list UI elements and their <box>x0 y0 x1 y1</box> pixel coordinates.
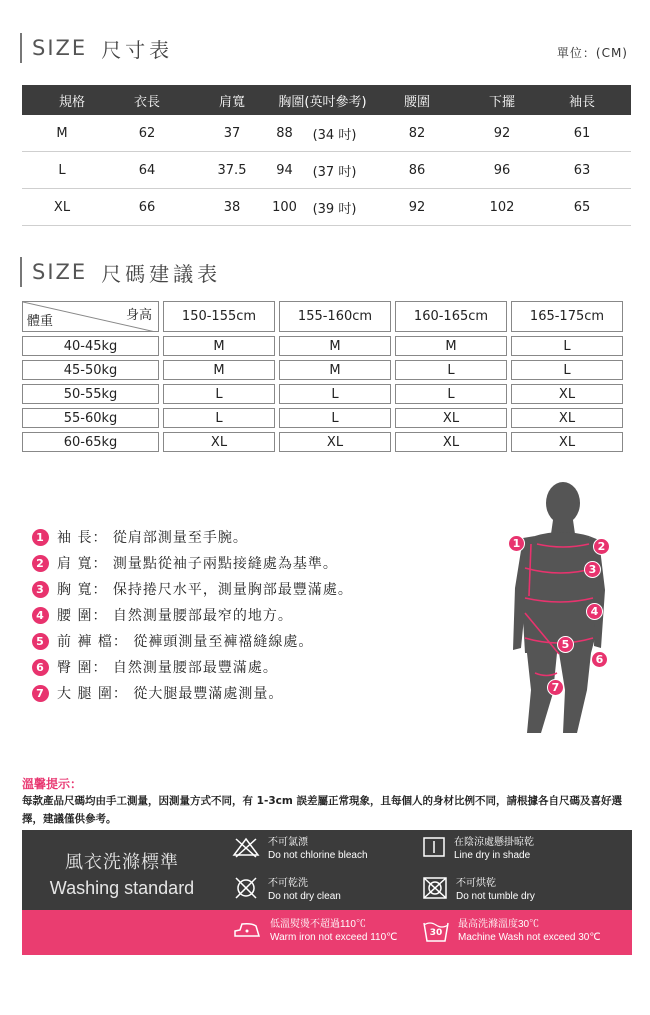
no-bleach-icon <box>232 836 260 862</box>
body-silhouette <box>495 478 625 738</box>
waist-cell: 86 <box>408 162 426 178</box>
title-divider <box>20 33 22 63</box>
table-row <box>22 432 629 452</box>
washing-title-zh: 風衣洗滌標準 <box>65 852 179 873</box>
size-title-en: SIZE <box>32 36 88 60</box>
line-dry-shade-icon <box>422 836 446 862</box>
list-item-text: 臀 圍： 自然測量腰部最豐滿處。 <box>57 660 278 676</box>
table-row <box>22 360 629 380</box>
rec-section-title <box>20 257 221 287</box>
wash-item-no-tumble <box>422 876 535 904</box>
size-cell: M <box>395 336 507 356</box>
list-item <box>32 550 353 576</box>
weight-cell: 60-65kg <box>22 432 159 452</box>
wash-item-no-dry-clean <box>232 876 341 904</box>
size-cell: M <box>56 125 68 141</box>
wash-item-iron <box>232 918 397 944</box>
weight-cell: 40-45kg <box>22 336 159 356</box>
no-tumble-dry-icon <box>422 876 448 904</box>
figure-badge: 2 <box>593 538 610 555</box>
table-row <box>22 336 629 356</box>
size-cell: XL <box>53 199 71 215</box>
length-cell: 64 <box>138 162 156 178</box>
height-header: 155-160cm <box>279 301 391 332</box>
washing-panel <box>22 830 632 910</box>
list-item <box>32 524 353 550</box>
height-header: 165-175cm <box>511 301 623 332</box>
shoulder-cell: 37 <box>223 125 241 141</box>
wash-text-zh: 不可乾洗 <box>268 878 308 889</box>
wash-text-en: Warm iron not exceed 110℃ <box>270 932 398 943</box>
list-item <box>32 628 353 654</box>
size-cell: L <box>279 408 391 428</box>
size-cell: M <box>279 360 391 380</box>
sleeve-cell: 61 <box>573 125 591 141</box>
title-divider <box>20 257 22 287</box>
sleeve-cell: 65 <box>573 199 591 215</box>
unit-label: 單位：(CM) <box>556 46 628 60</box>
no-dry-clean-icon <box>232 876 260 904</box>
iron-low-icon <box>232 918 262 944</box>
size-cell: XL <box>511 432 623 452</box>
wash-text-en: Do not tumble dry <box>456 891 535 902</box>
rec-header-row <box>22 301 629 332</box>
number-badge: 3 <box>32 581 49 598</box>
weight-label: 體重 <box>27 314 54 329</box>
size-recommend-table <box>22 301 629 456</box>
size-cell: L <box>395 360 507 380</box>
wash-item-no-bleach <box>232 836 368 862</box>
height-header: 150-155cm <box>163 301 275 332</box>
table-row <box>22 408 629 428</box>
washing-title <box>22 848 222 899</box>
wash-text-en: Machine Wash not exceed 30℃ <box>458 932 601 943</box>
figure-badge: 3 <box>584 561 601 578</box>
size-title-zh: 尺寸表 <box>101 37 174 62</box>
number-badge: 5 <box>32 633 49 650</box>
washing-temp-band <box>22 910 632 955</box>
wash-text-zh: 最高洗滌溫度30℃ <box>458 919 540 930</box>
list-item-text: 胸 寬： 保持捲尺水平，測量胸部最豐滿處。 <box>57 582 353 598</box>
table-row <box>22 115 631 152</box>
size-cell: XL <box>163 432 275 452</box>
figure-badge: 4 <box>586 603 603 620</box>
header-cell: 下擺 <box>488 94 515 110</box>
size-cell: M <box>163 360 275 380</box>
wash-text-zh: 不可烘乾 <box>456 878 496 889</box>
hem-cell: 92 <box>493 125 511 141</box>
size-cell: XL <box>511 384 623 404</box>
list-item-text: 袖 長： 從肩部測量至手腕。 <box>57 530 248 546</box>
chest-cell: 94 <box>276 162 293 178</box>
length-cell: 66 <box>138 199 156 215</box>
list-item-text: 大 腿 圍： 從大腿最豐滿處測量。 <box>57 686 284 702</box>
hem-cell: 102 <box>489 199 515 215</box>
wash-text-en: Line dry in shade <box>454 850 531 861</box>
length-cell: 62 <box>138 125 156 141</box>
body-measure-figure <box>495 478 625 738</box>
header-cell: 腰圍 <box>403 94 430 110</box>
height-header: 160-165cm <box>395 301 507 332</box>
wash-text-zh: 低溫熨燙不超過110℃ <box>270 919 366 930</box>
wash-text-en: Do not dry clean <box>268 891 341 902</box>
size-cell: L <box>163 408 275 428</box>
list-item-text: 前 褲 檔： 從褲頭測量至褲襠縫線處。 <box>57 634 314 650</box>
figure-badge: 1 <box>508 535 525 552</box>
header-cell: 袖長 <box>568 94 595 110</box>
washing-title-en: Washing standard <box>49 878 195 898</box>
size-table-header <box>22 85 631 115</box>
list-item <box>32 680 353 706</box>
size-cell: XL <box>511 408 623 428</box>
weight-cell: 55-60kg <box>22 408 159 428</box>
number-badge: 2 <box>32 555 49 572</box>
notice-body: 每款產品尺碼均由手工測量，因測量方式不同，有 1-3cm 誤差屬正常現象，且每個人的身材比例不同，請根據各自尺碼及喜好選擇，建議僅供參考。 <box>22 795 622 825</box>
list-item-text: 肩 寬： 測量點從袖子兩點接縫處為基準。 <box>57 556 338 572</box>
header-cell: 胸圍(英吋參考) <box>278 94 367 110</box>
waist-cell: 92 <box>408 199 426 215</box>
notice-title: 溫馨提示： <box>22 777 83 791</box>
size-cell: XL <box>395 408 507 428</box>
size-cell: L <box>395 384 507 404</box>
size-cell: M <box>163 336 275 356</box>
weight-cell: 50-55kg <box>22 384 159 404</box>
sleeve-cell: 63 <box>573 162 591 178</box>
shoulder-cell: 38 <box>223 199 241 215</box>
figure-badge: 6 <box>591 651 608 668</box>
size-table <box>22 85 631 226</box>
wash-item-machine-wash <box>422 918 601 944</box>
list-item <box>32 654 353 680</box>
size-cell: XL <box>279 432 391 452</box>
height-label: 身高 <box>125 308 152 323</box>
wash-text-en: Do not chlorine bleach <box>268 850 368 861</box>
size-cell: L <box>58 162 66 178</box>
shoulder-cell: 37.5 <box>217 162 247 178</box>
number-badge: 4 <box>32 607 49 624</box>
corner-cell <box>22 301 159 332</box>
chest-cell: 88 <box>276 125 293 141</box>
table-row <box>22 384 629 404</box>
header-cell: 衣長 <box>133 94 160 110</box>
table-row <box>22 152 631 189</box>
chest-inch-cell: (34 吋) <box>312 127 357 143</box>
measurement-list <box>32 524 353 706</box>
size-cell: L <box>279 384 391 404</box>
size-cell: L <box>511 336 623 356</box>
size-cell: L <box>511 360 623 380</box>
number-badge: 7 <box>32 685 49 702</box>
wash-text-zh: 在陰涼處懸掛晾乾 <box>454 837 534 848</box>
rec-title-en: SIZE <box>32 260 88 284</box>
size-cell: L <box>163 384 275 404</box>
wash-text-zh: 不可氯漂 <box>268 837 308 848</box>
hem-cell: 96 <box>493 162 511 178</box>
wash-temp-number: 30 <box>429 928 443 938</box>
list-item-text: 腰 圍： 自然測量腰部最窄的地方。 <box>57 608 293 624</box>
list-item <box>32 576 353 602</box>
weight-cell: 45-50kg <box>22 360 159 380</box>
number-badge: 6 <box>32 659 49 676</box>
wash-item-line-dry <box>422 836 534 862</box>
size-cell: XL <box>395 432 507 452</box>
rec-title-zh: 尺碼建議表 <box>101 261 222 286</box>
waist-cell: 82 <box>408 125 426 141</box>
size-section-title <box>20 33 173 63</box>
chest-inch-cell: (39 吋) <box>312 201 357 217</box>
figure-badge: 5 <box>557 636 574 653</box>
table-row <box>22 189 631 226</box>
header-cell: 肩寬 <box>218 94 245 110</box>
chest-cell: 100 <box>272 199 297 215</box>
size-cell: M <box>279 336 391 356</box>
figure-badge: 7 <box>547 679 564 696</box>
number-badge: 1 <box>32 529 49 546</box>
wash-30-icon <box>422 919 450 943</box>
list-item <box>32 602 353 628</box>
chest-inch-cell: (37 吋) <box>312 164 357 180</box>
header-cell: 規格 <box>58 94 85 110</box>
